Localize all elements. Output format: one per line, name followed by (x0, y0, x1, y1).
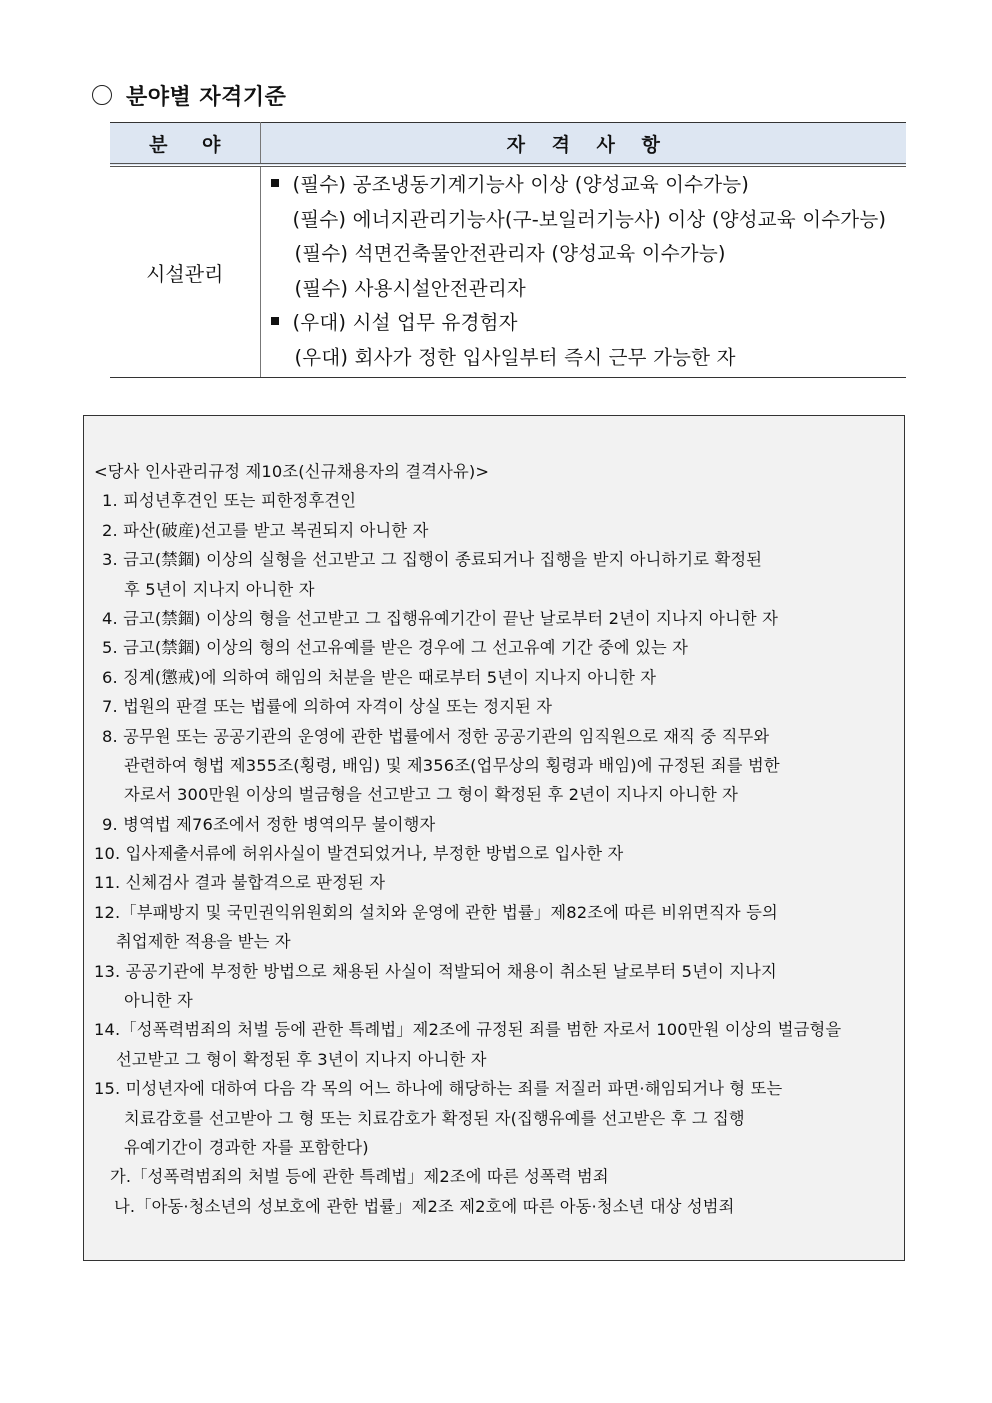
list-item: 4. 금고(禁錮) 이상의 형을 선고받고 그 집행유예기간이 끝난 날로부터 2년이 지나지 아니한 자 (102, 608, 778, 628)
list-sub-item: 나.「아동·청소년의 성보호에 관한 법률」제2조 제2호에 따른 아동·청소년 대상 성범죄 (114, 1196, 735, 1216)
list-item-continuation: 치료감호를 선고받아 그 형 또는 치료감호가 확정된 자(집행유예를 선고받은 후 그 집행 (124, 1108, 745, 1128)
header-qualification: 자 격 사 항 (260, 123, 906, 166)
list-item: 2. 파산(破産)선고를 받고 복권되지 아니한 자 (102, 520, 429, 540)
list-item: 13. 공공기관에 부정한 방법으로 채용된 사실이 적발되어 채용이 취소된 날로부터 5년이 지나지 (94, 961, 777, 981)
square-bullet-icon (271, 317, 279, 325)
list-item: 14.「성폭력범죄의 처벌 등에 관한 특례법」제2조에 규정된 죄를 범한 자로서 100만원 이상의 벌금형을 (94, 1020, 842, 1040)
section-heading (92, 78, 286, 112)
list-item: 7. 법원의 판결 또는 법률에 의하여 자격이 상실 또는 정지된 자 (102, 697, 553, 717)
list-item: 10. 입사제출서류에 허위사실이 발견되었거나, 부정한 방법으로 입사한 자 (94, 844, 624, 864)
list-item-continuation: 자로서 300만원 이상의 벌금형을 선고받고 그 형이 확정된 후 2년이 지나지 아니한 자 (124, 785, 739, 805)
list-item-continuation: 아니한 자 (124, 991, 193, 1011)
requirement-item: (우대) 회사가 정한 입사일부터 즉시 근무 가능한 자 (294, 345, 736, 369)
requirement-item: (필수) 에너지관리기능사(구-보일러기능사) 이상 (양성교육 이수가능) (292, 207, 887, 231)
header-field: 분 야 (110, 123, 260, 166)
requirement-item: (필수) 공조냉동기계기능사 이상 (양성교육 이수가능) (261, 168, 907, 203)
list-item: 6. 징계(懲戒)에 의하여 해임의 처분을 받은 때로부터 5년이 지나지 아니한 자 (102, 667, 657, 687)
list-item: 3. 금고(禁錮) 이상의 실형을 선고받고 그 집행이 종료되거나 집행을 받지 아니하기로 확정된 (102, 550, 763, 570)
field-name-cell: 시설관리 (110, 165, 260, 378)
disqualification-box (83, 415, 905, 1261)
list-item: 15. 미성년자에 대하여 다음 각 목의 어느 하나에 해당하는 죄를 저질러 파면·해임되거나 형 또는 (94, 1079, 783, 1099)
circle-bullet-icon (92, 85, 112, 105)
square-bullet-icon (271, 179, 279, 187)
requirement-item: (필수) 석면건축물안전관리자 (양성교육 이수가능) (294, 242, 726, 265)
list-item: 11. 신체검사 결과 불합격으로 판정된 자 (94, 873, 386, 893)
qualification-table (110, 122, 906, 378)
list-item: 9. 병역법 제76조에서 정한 병역의무 불이행자 (102, 814, 436, 834)
requirement-item: (우대) 시설 업무 유경험자 (261, 306, 907, 341)
table-row (110, 165, 906, 378)
list-item-continuation: 선고받고 그 형이 확정된 후 3년이 지나지 아니한 자 (116, 1049, 487, 1069)
requirement-item: (필수) 사용시설안전관리자 (294, 276, 526, 300)
list-item-continuation: 후 5년이 지나지 아니한 자 (124, 579, 315, 599)
list-item-continuation: 유예기간이 경과한 자를 포함한다) (124, 1137, 369, 1157)
table-header-row (110, 123, 906, 166)
list-item-continuation: 관련하여 형법 제355조(횡령, 배임) 및 제356조(업무상의 횡령과 배임)에 규정된 죄를 범한 (124, 755, 780, 775)
list-item-continuation: 취업제한 적용을 받는 자 (116, 932, 291, 952)
requirements-cell (260, 165, 906, 378)
list-item: 1. 피성년후견인 또는 피한정후견인 (102, 491, 357, 511)
list-item: 5. 금고(禁錮) 이상의 형의 선고유예를 받은 경우에 그 선고유예 기간 중에 있는 자 (102, 638, 689, 658)
list-item: 12.「부패방지 및 국민권익위원회의 설치와 운영에 관한 법률」제82조에 따른 비위면직자 등의 (94, 902, 778, 922)
disqualification-heading: <당사 인사관리규정 제10조(신규채용자의 결격사유)> (94, 462, 490, 481)
list-sub-item: 가.「성폭력범죄의 처벌 등에 관한 특례법」제2조에 따른 성폭력 범죄 (110, 1167, 609, 1187)
section-title: 분야별 자격기준 (126, 83, 287, 110)
list-item: 8. 공무원 또는 공공기관의 운영에 관한 법률에서 정한 공공기관의 임직원으로 재직 중 직무와 (102, 726, 770, 746)
